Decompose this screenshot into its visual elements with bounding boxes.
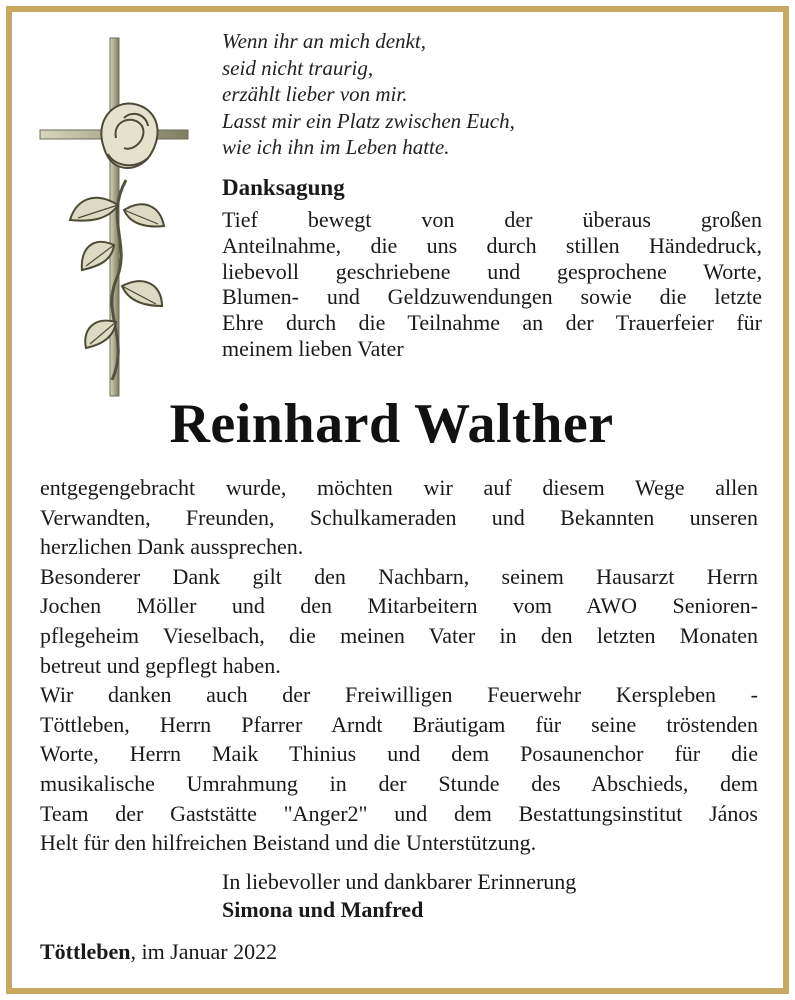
closing-block — [222, 868, 576, 924]
body-line: Besonderer Dank gilt den Nachbarn, seinem Hausarzt Herrn — [40, 563, 758, 589]
body-line: Verwandten, Freunden, Schulkameraden und Bekannten unseren — [40, 504, 758, 530]
intro-line: Blumen- und Geldzuwendungen sowie die letzte — [222, 284, 762, 310]
cross-with-rose-icon — [34, 30, 194, 400]
body-line: Töttleben, Herrn Pfarrer Arndt Bräutigam für seine tröstenden — [40, 711, 758, 737]
poem-line: Lasst mir ein Platz zwischen Euch, — [222, 108, 515, 133]
heading-danksagung: Danksagung — [222, 175, 345, 200]
body-paragraph — [40, 473, 758, 858]
intro-line: meinem lieben Vater — [222, 335, 404, 361]
body-line: Helt für den hilfreichen Beistand und die Unterstützung. — [40, 830, 537, 856]
intro-line: liebevoll geschriebene und gesprochene Worte, — [222, 258, 762, 284]
body-line: betreut und gepflegt haben. — [40, 652, 281, 678]
intro-paragraph — [222, 207, 762, 362]
body-line: entgegengebracht wurde, möchten wir auf diesem Wege allen — [40, 475, 758, 500]
body-line: pflegeheim Vieselbach, die meinen Vater in den letzten Monaten — [40, 622, 758, 648]
body-line: Jochen Möller und den Mitarbeitern vom AWO Senioren- — [40, 593, 758, 619]
intro-line: Anteilnahme, die uns durch stillen Händedruck, — [222, 232, 762, 258]
body-line: musikalische Umrahmung in der Stunde des Abschieds, dem — [40, 770, 758, 796]
intro-line: Ehre durch die Teilnahme an der Trauerfeier für — [222, 310, 762, 336]
intro-line: Tief bewegt von der überaus großen — [222, 207, 762, 232]
closing-line: In liebevoller und dankbarer Erinnerung — [222, 869, 577, 894]
place-date — [40, 939, 277, 965]
poem-line: Wenn ihr an mich denkt, — [222, 29, 426, 53]
place-date-text: , im Januar 2022 — [130, 939, 278, 964]
place-town: Töttleben — [40, 939, 131, 964]
body-line: Wir danken auch der Freiwilligen Feuerwehr Kerspleben - — [40, 682, 758, 708]
poem-line: seid nicht traurig, — [222, 55, 374, 80]
signature: Simona und Manfred — [222, 897, 424, 922]
poem — [222, 28, 515, 161]
body-line: Team der Gaststätte "Anger2" und dem Bestattungsinstitut János — [40, 800, 758, 826]
poem-line: erzählt lieber von mir. — [222, 82, 408, 106]
body-line: Worte, Herrn Maik Thinius und dem Posaunenchor für die — [40, 741, 758, 767]
deceased-name: Reinhard Walther — [169, 393, 614, 455]
poem-line: wie ich ihn im Leben hatte. — [222, 135, 450, 159]
body-line: herzlichen Dank aussprechen. — [40, 534, 304, 560]
